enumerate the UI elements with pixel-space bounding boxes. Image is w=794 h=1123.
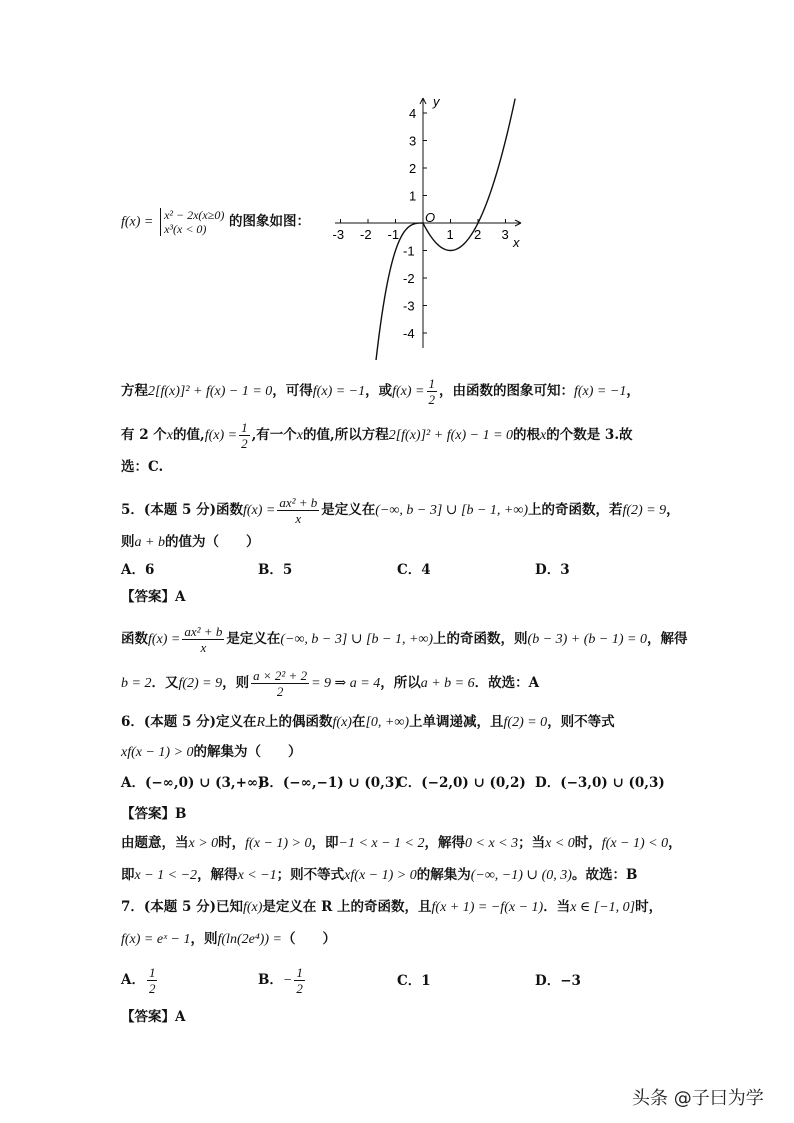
text: ；则不等式	[276, 867, 345, 883]
q6-solution-line-1	[121, 834, 682, 853]
text: 在	[351, 714, 366, 730]
q6-answer: 【答案】B	[121, 806, 187, 822]
piecewise-suffix: 的图象如图：	[229, 213, 311, 230]
math: f(x) = −1	[312, 384, 366, 399]
text: ，解得	[646, 631, 688, 647]
text: ，解得	[424, 835, 466, 851]
q5-stem-line-2	[121, 533, 259, 552]
fraction	[277, 495, 319, 526]
x-tick-label: -2	[360, 227, 372, 242]
q7-option-d[interactable]: D．−3	[535, 973, 581, 989]
q6-stem-line-2	[121, 743, 302, 762]
math: f(x + 1) = −f(x − 1)	[431, 900, 544, 915]
text: ．故选：A	[474, 675, 540, 691]
text: 的解集为（ ）	[193, 744, 302, 760]
q7-stem-line-1	[121, 898, 662, 917]
math: f(x − 1) > 0	[245, 836, 312, 851]
q6-option-d[interactable]: D．(−3,0) ∪ (0,3)	[535, 775, 665, 791]
numerator: 1	[296, 965, 303, 980]
q6-solution-line-2	[121, 866, 637, 885]
y-tick-label: 2	[409, 161, 417, 176]
text: 的个数是 3.故	[546, 427, 633, 443]
q7-stem-line-2	[121, 930, 336, 949]
explain-line-2	[121, 420, 633, 451]
piecewise-definition	[121, 208, 310, 236]
q6-option-b[interactable]: B．(−∞,−1) ∪ (0,3)	[258, 775, 401, 791]
q7-answer: 【答案】A	[121, 1009, 186, 1025]
math: (−∞, −1) ∪ (0, 3)	[470, 868, 572, 883]
numerator: 1	[148, 965, 156, 980]
math: f(x)	[332, 715, 352, 730]
math: x	[296, 428, 304, 443]
q5-solution-line-2	[121, 668, 539, 699]
math: (b − 3) + (b − 1) = 0	[527, 632, 647, 647]
text: 上的奇函数，若	[528, 502, 623, 518]
text: ，或	[365, 383, 393, 399]
math: 2[f(x)]² + f(x) − 1 = 0	[148, 384, 273, 399]
text: 是定义在 R 上的奇函数，且	[262, 899, 432, 915]
numerator: 1	[241, 420, 248, 435]
explain-line-3	[121, 458, 163, 476]
math: (−∞, b − 3] ∪ [b − 1, +∞)	[375, 503, 528, 518]
math: [0, +∞)	[365, 715, 410, 730]
math: f(x) = −1	[574, 384, 627, 399]
math: f(x) =	[204, 428, 238, 443]
q5-answer: 【答案】A	[121, 589, 186, 605]
text: ；当	[518, 835, 546, 851]
text: 即	[121, 867, 135, 883]
explain-line-1	[121, 376, 640, 407]
q5-solution-line-1	[121, 624, 687, 655]
y-tick-label: 1	[409, 188, 417, 204]
text: ，则	[190, 931, 218, 947]
x-axis-label: x	[513, 235, 520, 250]
option-letter: A．	[121, 972, 145, 988]
text: 。故选：B	[571, 867, 638, 883]
math: xf(x − 1) > 0	[121, 745, 194, 760]
math: = 9 ⇒ a = 4	[311, 676, 381, 691]
text: 上的偶函数	[265, 714, 333, 730]
text: 有 2 个	[121, 427, 167, 443]
math: x ∈ [−1, 0]	[570, 900, 636, 915]
text: ，可得	[272, 383, 313, 399]
text: 的值为（ ）	[164, 534, 260, 550]
y-tick-label: -4	[403, 326, 415, 341]
text: 是定义在	[321, 502, 376, 518]
text: ，	[668, 835, 682, 851]
text: 上单调递减，且	[409, 714, 504, 730]
q7-option-a[interactable]	[121, 965, 159, 996]
math: x	[540, 428, 547, 443]
math: f(x) =	[148, 632, 181, 647]
text: 选：C.	[121, 459, 164, 475]
q7-option-c[interactable]: C．1	[397, 973, 431, 989]
piecewise-cases	[160, 208, 224, 236]
fraction	[182, 624, 224, 655]
math: f(x) =	[392, 384, 425, 399]
math: x − 1 < −2	[134, 868, 198, 883]
math: f(2) = 0	[503, 715, 548, 730]
denominator: 2	[241, 436, 248, 451]
denominator: 2	[148, 981, 156, 996]
math: a + b	[134, 535, 165, 550]
math: x < 0	[545, 836, 575, 851]
math: f(ln(2e⁴)) =	[217, 932, 282, 947]
piecewise-case2: x³(x < 0)	[164, 222, 207, 236]
text: ，则不等式	[547, 714, 615, 730]
math: 0 < x < 3	[465, 836, 519, 851]
text: 的解集为	[416, 867, 471, 883]
text: ，即	[311, 835, 339, 851]
text: ,有一个	[251, 427, 297, 443]
text: 由题意，当	[121, 835, 189, 851]
denominator: x	[295, 511, 302, 526]
x-tick-label: 2	[474, 227, 482, 242]
watermark: 头条 @子曰为学	[632, 1088, 764, 1109]
x-tick-label: -1	[387, 227, 400, 242]
option-letter: B．	[258, 972, 283, 988]
text: ．当	[543, 899, 571, 915]
fraction	[427, 376, 438, 407]
y-tick-label: -3	[403, 298, 415, 314]
q6-option-a[interactable]: A．(−∞,0) ∪ (3,+∞)	[121, 775, 265, 791]
y-tick-label: -1	[403, 243, 415, 259]
text: ，则	[222, 675, 250, 691]
math: a + b = 6	[420, 676, 475, 691]
y-tick-label: -2	[403, 271, 415, 286]
text: 5．(本题 5 分)函数	[121, 502, 243, 518]
text: ，	[666, 502, 680, 518]
text: 时，	[218, 835, 246, 851]
text: 方程	[121, 383, 148, 399]
numerator: ax² + b	[279, 495, 318, 510]
q6-stem-line-1	[121, 713, 615, 732]
text: 则	[121, 534, 135, 550]
text: 的值,所以方程	[303, 427, 389, 443]
math: 2[f(x)]² + f(x) − 1 = 0	[388, 428, 514, 443]
denominator: 2	[276, 684, 284, 699]
text: 时，	[574, 835, 602, 851]
fraction	[239, 420, 250, 451]
denominator: x	[200, 640, 207, 655]
y-tick-label: 4	[409, 106, 417, 121]
x-tick-label: 3	[501, 227, 509, 242]
q5-stem-line-1	[121, 495, 680, 526]
numerator: a × 2² + 2	[253, 668, 308, 683]
text: ，	[626, 383, 640, 399]
math: f(2) = 9	[622, 503, 667, 518]
text: 7．(本题 5 分)已知	[121, 899, 243, 915]
text: ，所以	[380, 675, 421, 691]
y-axis-label: y	[433, 94, 440, 109]
text: 是定义在	[226, 631, 281, 647]
math: xf(x − 1) > 0	[344, 868, 417, 883]
text: 上的奇函数，则	[433, 631, 528, 647]
fraction	[294, 965, 305, 996]
text: ，由函数的图象可知：	[439, 383, 574, 399]
y-tick-label: 3	[409, 133, 417, 149]
text: 6．(本题 5 分)定义在	[121, 714, 257, 730]
denominator: 2	[428, 392, 435, 407]
piecewise-lhs: f(x) =	[121, 214, 154, 230]
numerator: 1	[428, 376, 435, 391]
math: f(x) = eˣ − 1	[121, 932, 191, 947]
math: f(2) = 9	[178, 676, 223, 691]
piecewise-case1: x² − 2x(x≥0)	[164, 208, 225, 222]
math: b = 2	[121, 676, 152, 691]
numerator: ax² + b	[184, 624, 223, 639]
fraction	[147, 965, 158, 996]
text: 函数	[121, 631, 148, 647]
q6-option-c[interactable]: C．(−2,0) ∪ (0,2)	[397, 775, 526, 791]
denominator: 2	[296, 981, 303, 996]
math: −1 < x − 1 < 2	[338, 836, 425, 851]
text: 的值,	[173, 427, 205, 443]
text: 的根	[513, 427, 541, 443]
math: f(x) =	[242, 503, 276, 518]
fraction	[251, 668, 309, 699]
math: x > 0	[188, 836, 219, 851]
math: f(x − 1) < 0	[601, 836, 669, 851]
text: （ ）	[281, 931, 336, 947]
math: f(x)	[242, 900, 263, 915]
text: ，解得	[197, 867, 238, 883]
q7-option-b[interactable]	[258, 965, 307, 996]
math: x	[166, 428, 174, 443]
x-tick-label: 1	[446, 227, 454, 242]
x-tick-label: -3	[332, 227, 345, 242]
math: R	[256, 715, 266, 730]
text: ．又	[151, 675, 179, 691]
q5-option-b[interactable]: B．5	[258, 562, 293, 578]
q5-option-c[interactable]: C．4	[397, 562, 431, 578]
math: x < −1	[237, 868, 277, 883]
origin-label: O	[425, 210, 436, 225]
q5-option-a[interactable]: A．6	[121, 562, 155, 578]
text: 时，	[635, 899, 663, 915]
function-graph	[325, 90, 535, 360]
math: −	[282, 973, 293, 988]
q5-option-d[interactable]: D．3	[535, 562, 570, 578]
math: (−∞, b − 3] ∪ [b − 1, +∞)	[280, 632, 434, 647]
